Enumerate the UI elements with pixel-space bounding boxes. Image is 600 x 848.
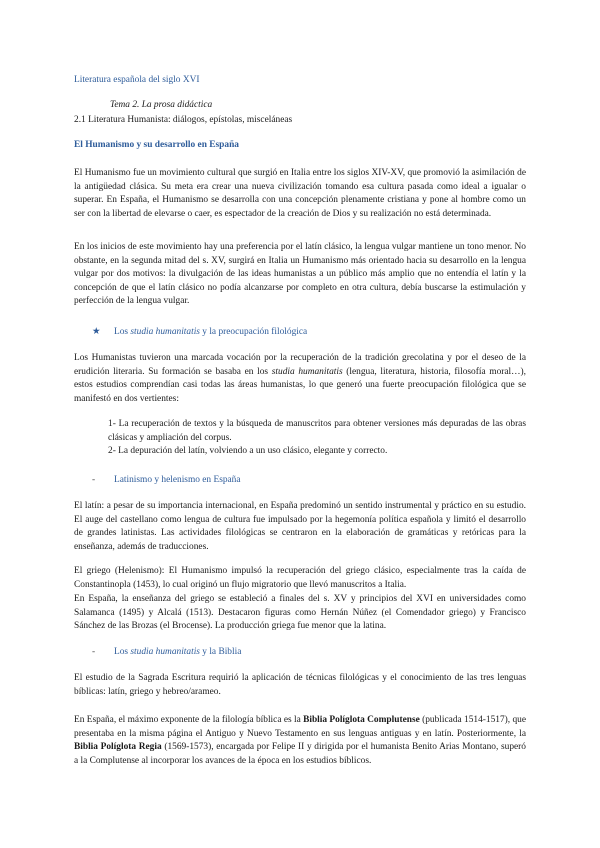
list-item: 2- La depuración del latín, volviendo a un uso clásico, elegante y correcto. [108,446,388,457]
subtopic-title: 2.1 Literatura Humanista: diálogos, epístolas, misceláneas [74,114,293,125]
topic-heading [74,99,526,127]
subsection-heading-studia: ★ Los studia humanitatis y la preocupación filológica [92,326,526,340]
intro-paragraph-2: En los inicios de este movimiento hay una preferencia por el latín clásico, la lengua vulgar mantiene un tono menor. No obstante, en la segunda mitad del s. XV, surgirá en Italia un Humanismo más orientado hacia su desarrollo en la lengua vulgar por dos motivos: la divulgación de las ideas humanistas a un público más amplio que no entendía el latín y la concepción de que el latín clásico no podía alcanzarse por completo en otra cultura, debía buscarse la estimulación y perfección de la lengua vulgar. [74,242,526,307]
philology-list [108,418,526,459]
topic-title: Tema 2. La prosa didáctica [110,100,213,110]
scripture-paragraph: El estudio de la Sagrada Escritura requirió la aplicación de técnicas filológicas y el conocimiento de las tres lenguas bíblicas: latín, griego y hebreo/arameo. [74,673,526,697]
greek-spain-paragraph: En España, la enseñanza del griego se estableció a finales del s. XV y principios del XVI en universidades como Salamanca (1495) y Alcalá (1513). Destacaron figuras como Hernán Núñez (el Comendador griego) y Francisco Sánchez de las Brozas (el Brocense). La producción griega fue menor que la latina. [74,594,526,632]
dash-bullet-icon: - [92,647,96,657]
dash-bullet-icon: - [92,475,96,485]
latin-paragraph: El latín: a pesar de su importancia internacional, en España predominó un sentido instrumental y práctico en su estudio. El auge del castellano como lengua de cultura fue impulsado por la hegemonía política española y limitó el desarrollo de grandes latinistas. Las actividades filológicas se centraron en la elaboración de gramáticas y retóricas para la enseñanza, además de traducciones. [74,501,526,552]
list-item: 1- La recuperación de textos y la búsqueda de manuscritos para obtener versiones más depuradas de las obras clásicas y ampliación del corpus. [108,419,526,443]
studia-paragraph: Los Humanistas tuvieron una marcada vocación por la recuperación de la tradición grecolatina y por el deseo de la erudición literaria. Su formación se basaba en los studia humanitatis (lengua, literatura, historia, filosofía moral…), estos estudios comprendían casi todas las áreas humanistas, lo que generó una fuerte preocupación filológica que se manifestó en dos vertientes: [74,353,526,404]
section-title: El Humanismo y su desarrollo en España [74,140,239,150]
star-bullet-icon: ★ [92,327,101,337]
subsection-heading-biblia: - Los studia humanitatis y la Biblia [92,646,526,660]
subsection-heading-latinismo: - Latinismo y helenismo en España [92,474,526,488]
course-title: Literatura española del siglo XVI [74,75,200,85]
greek-paragraph: El griego (Helenismo): El Humanismo impulsó la recuperación del griego clásico, especialmente tras la caída de Constantinopla (1453), lo cual originó un flujo migratorio que llevó manuscritos a Italia. [74,566,526,590]
polyglot-paragraph: En España, el máximo exponente de la filología bíblica es la Biblia Políglota Complutense (publicada 1514-1517), que presentaba en la misma página el Antiguo y Nuevo Testamento en sus lenguas antiguas y en latín. Posteriormente, la Biblia Políglota Regia (1569-1573), encargada por Felipe II y dirigida por el humanista Benito Arias Montano, superó a la Complutense al incorporar los avances de la época en los estudios bíblicos. [74,715,527,766]
intro-paragraph-1: El Humanismo fue un movimiento cultural que surgió en Italia entre los siglos XIV-XV, que promovió la asimilación de la antigüedad clásica. Su meta era crear una nueva civilización tomando esa cultura pasada como ideal a igualar o superar. En España, el Humanismo se desarrolla con una concepción plenamente cristiana y pone al hombre como un ser con la libertad de elevarse o caer, es espectador de la creación de Dios y su realización no está determinada. [74,168,526,219]
